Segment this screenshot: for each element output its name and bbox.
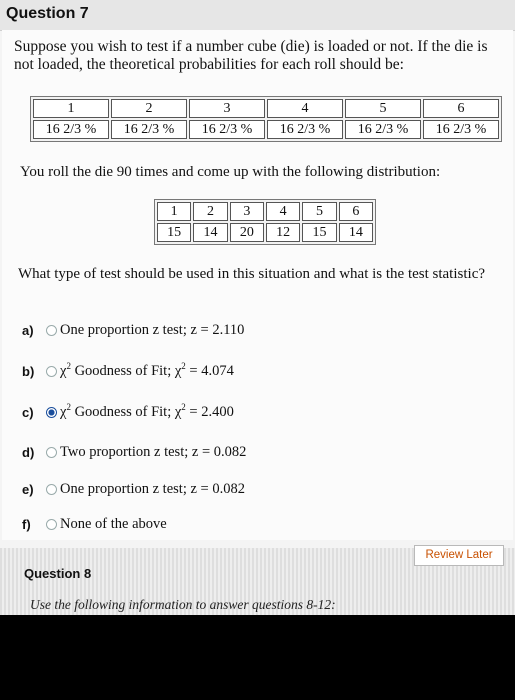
table-cell: 16 2/3 %	[111, 120, 187, 139]
table-cell: 2	[111, 99, 187, 118]
probability-table	[30, 96, 502, 142]
option-f[interactable]	[22, 514, 167, 534]
table-cell: 16 2/3 %	[33, 120, 109, 139]
table-cell: 4	[267, 99, 343, 118]
table-cell: 5	[345, 99, 421, 118]
question-7-title: Question 7	[6, 5, 89, 22]
option-e[interactable]	[22, 479, 245, 499]
question-7-header	[0, 0, 515, 31]
table-cell: 12	[266, 223, 300, 242]
option-letter: e)	[22, 481, 34, 497]
table-cell: 14	[193, 223, 227, 242]
radio-button[interactable]	[46, 519, 57, 530]
radio-button-selected[interactable]	[46, 407, 57, 418]
option-label: Two proportion z test; z = 0.082	[60, 443, 247, 460]
option-letter: d)	[22, 444, 35, 460]
option-letter: c)	[22, 404, 34, 420]
table-cell: 14	[339, 223, 373, 242]
option-d[interactable]	[22, 442, 246, 462]
review-later-button[interactable]: Review Later	[414, 545, 504, 566]
option-label: One proportion z test; z = 0.082	[60, 480, 245, 497]
table-cell: 4	[266, 202, 300, 221]
question-7-prompt: Suppose you wish to test if a number cube (die) is loaded or not. If the die is not loaded, the theoretical probabilities for each roll should be:	[14, 38, 488, 73]
radio-button[interactable]	[46, 447, 57, 458]
table-cell: 16 2/3 %	[267, 120, 343, 139]
option-label: $\chi^2$ Goodness of Fit; $\chi^2 = 4.074$	[60, 360, 234, 379]
radio-button[interactable]	[46, 484, 57, 495]
option-letter: b)	[22, 363, 35, 379]
probability-table-values-row	[33, 120, 499, 139]
table-cell: 16 2/3 %	[345, 120, 421, 139]
distribution-table-faces-row	[157, 202, 373, 221]
table-cell: 20	[230, 223, 264, 242]
table-cell: 1	[157, 202, 191, 221]
distribution-table-counts-row	[157, 223, 373, 242]
black-region	[0, 615, 515, 700]
roll-description: You roll the die 90 times and come up with the following distribution:	[20, 164, 441, 180]
table-cell: 6	[339, 202, 373, 221]
option-label: One proportion z test; z = 2.110	[60, 321, 245, 338]
option-a[interactable]	[22, 320, 244, 340]
option-letter: f)	[22, 516, 31, 532]
test-question: What type of test should be used in this situation and what is the test statistic?	[18, 266, 486, 282]
table-cell: 1	[33, 99, 109, 118]
table-cell: 15	[302, 223, 336, 242]
option-b[interactable]	[22, 361, 234, 381]
table-cell: 15	[157, 223, 191, 242]
table-cell: 3	[189, 99, 265, 118]
table-cell: 2	[193, 202, 227, 221]
radio-button[interactable]	[46, 366, 57, 377]
radio-button[interactable]	[46, 325, 57, 336]
table-cell: 16 2/3 %	[189, 120, 265, 139]
table-cell: 16 2/3 %	[423, 120, 499, 139]
table-cell: 6	[423, 99, 499, 118]
option-label: $\chi^2$ Goodness of Fit; $\chi^2 = 2.400$	[60, 401, 234, 420]
question-8-title: Question 8	[24, 566, 92, 581]
option-label: None of the above	[60, 515, 167, 532]
question-8-subtitle: Use the following information to answer questions 8-12:	[30, 597, 336, 612]
table-cell: 3	[230, 202, 264, 221]
probability-table-faces-row	[33, 99, 499, 118]
option-letter: a)	[22, 322, 34, 338]
distribution-table	[154, 199, 376, 245]
option-c[interactable]	[22, 402, 234, 422]
table-cell: 5	[302, 202, 336, 221]
